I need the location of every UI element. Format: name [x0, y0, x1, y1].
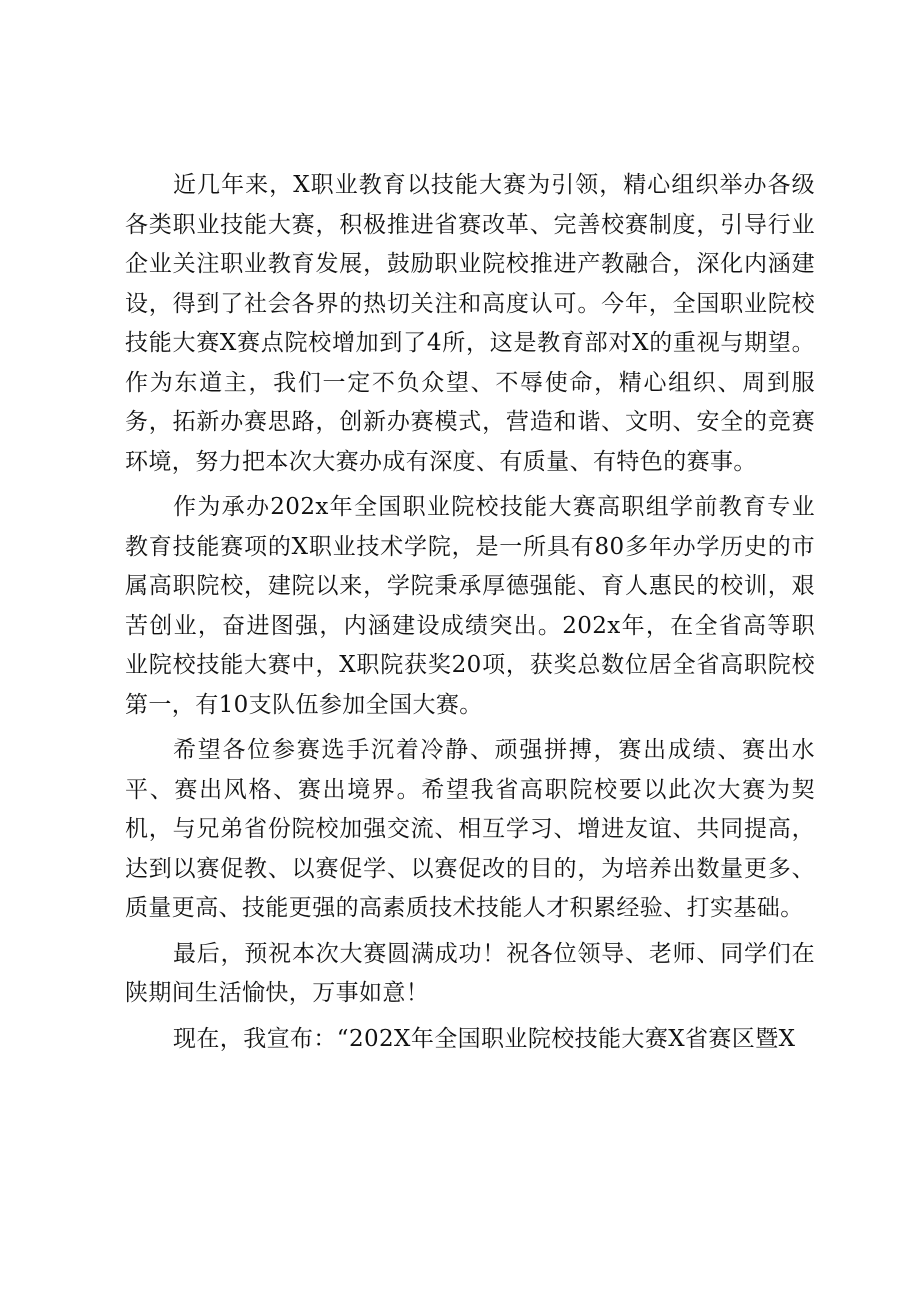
paragraph-hopes: 希望各位参赛选手沉着冷静、顽强拼搏，赛出成绩、赛出水平、赛出风格、赛出境界。希望我省高职院校要以此次大赛为契机，与兄弟省份院校加强交流、相互学习、增进友谊、共同提高，达到以赛促教、以赛促学、以赛促改的目的，为培养出数量更多、质量更高、技能更强的高素质技术技能人才积累经验、打实基础。 — [125, 737, 815, 921]
paragraph-announcement: 现在，我宣布：“202X年全国职业院校技能大赛X省赛区暨X — [173, 1025, 796, 1052]
paragraph-intro: 近几年来，X职业教育以技能大赛为引领，精心组织举办各级各类职业技能大赛，积极推进省赛改革、完善校赛制度，引导行业企业关注职业教育发展，鼓励职业院校推进产教融合，深化内涵建设，得到了社会各界的热切关注和高度认可。今年，全国职业院校技能大赛X赛点院校增加到了4所，这是教育部对X的重视与期望。作为东道主，我们一定不负众望、不辱使命，精心组织、周到服务，拓新办赛思路，创新办赛模式，营造和谐、文明、安全的竞赛环境，努力把本次大赛办成有深度、有质量、有特色的赛事。 — [125, 172, 815, 475]
paragraph-wishes: 最后，预祝本次大赛圆满成功！祝各位领导、老师、同学们在陕期间生活愉快，万事如意！ — [125, 940, 815, 1006]
document-body — [125, 166, 815, 1059]
paragraph-host-college: 作为承办202x年全国职业院校技能大赛高职组学前教育专业教育技能赛项的X职业技术学院，是一所具有80多年办学历史的市属高职院校，建院以来，学院秉承厚德强能、育人惠民的校训，艰苦创业，奋进图强，内涵建设成绩突出。202x年，在全省高等职业院校技能大赛中，X职院获奖20项，获奖总数位居全省高职院校第一，有10支队伍参加全国大赛。 — [125, 494, 815, 718]
